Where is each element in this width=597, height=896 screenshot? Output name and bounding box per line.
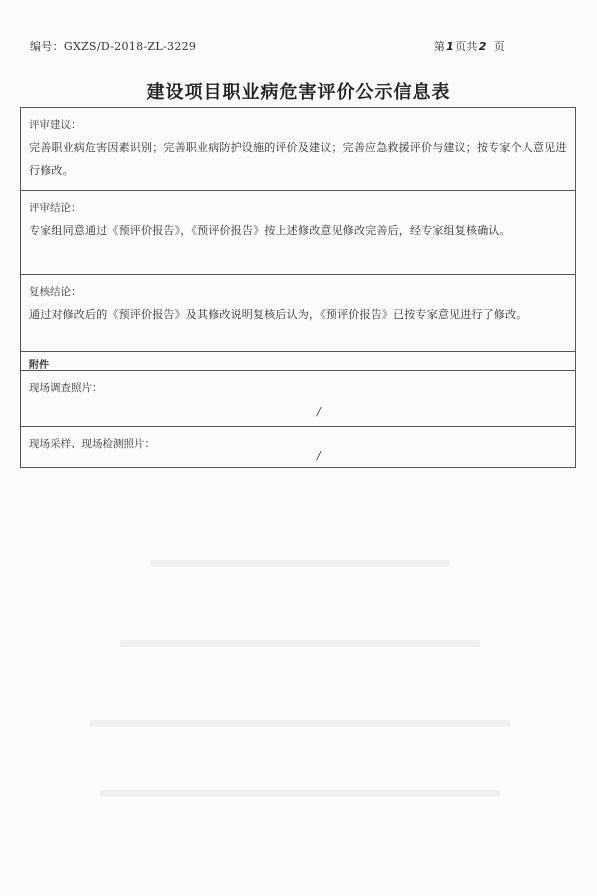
attachment-label: 附件 bbox=[29, 360, 49, 371]
document-number: 编号：GXZS/D-2018-ZL-3229 bbox=[30, 40, 197, 53]
recheck-conclusion-label: 复核结论： bbox=[29, 286, 82, 298]
recheck-conclusion-text: 通过对修改后的《预评价报告》及其修改说明复核后认为，《预评价报告》已按专家意见进行了修改。 bbox=[29, 308, 528, 321]
page-total: 2 bbox=[478, 40, 487, 53]
sampling-photos-value: / bbox=[317, 449, 321, 462]
sampling-photos-row bbox=[21, 426, 575, 467]
info-table bbox=[20, 107, 576, 468]
sampling-photos-label: 现场采样、现场检测照片： bbox=[29, 438, 155, 450]
page-current: 1 bbox=[446, 40, 455, 53]
review-conclusion-text: 专家组同意通过《预评价报告》，《预评价报告》按上述修改意见修改完善后，经专家组复核确认。 bbox=[29, 224, 511, 237]
document-header bbox=[30, 38, 505, 54]
review-suggestion-label: 评审建议： bbox=[29, 119, 82, 131]
recheck-conclusion-row bbox=[21, 274, 575, 351]
review-suggestion-text: 完善职业病危害因素识别；完善职业病防护设施的评价及建议；完善应急救援评价与建议；按专家个人意见进行修改。 bbox=[29, 141, 567, 177]
bleed-through-mark bbox=[120, 640, 480, 647]
site-survey-photos-value: / bbox=[317, 405, 321, 418]
document-title: 建设项目职业病危害评价公示信息表 bbox=[146, 82, 451, 103]
site-survey-photos-label: 现场调查照片： bbox=[29, 382, 103, 394]
review-conclusion-row bbox=[21, 190, 575, 274]
attachment-row bbox=[21, 351, 575, 370]
bleed-through-mark bbox=[150, 560, 450, 567]
review-conclusion-label: 评审结论： bbox=[29, 202, 82, 214]
review-suggestion-row bbox=[21, 108, 575, 190]
page-indicator bbox=[434, 38, 505, 54]
bleed-through-mark bbox=[90, 720, 510, 727]
page-middle: 页共 bbox=[455, 40, 478, 53]
page-prefix: 第 bbox=[433, 40, 446, 53]
page-suffix: 页 bbox=[493, 40, 505, 53]
bleed-through-mark bbox=[100, 790, 500, 797]
site-survey-photos-row bbox=[21, 370, 575, 426]
